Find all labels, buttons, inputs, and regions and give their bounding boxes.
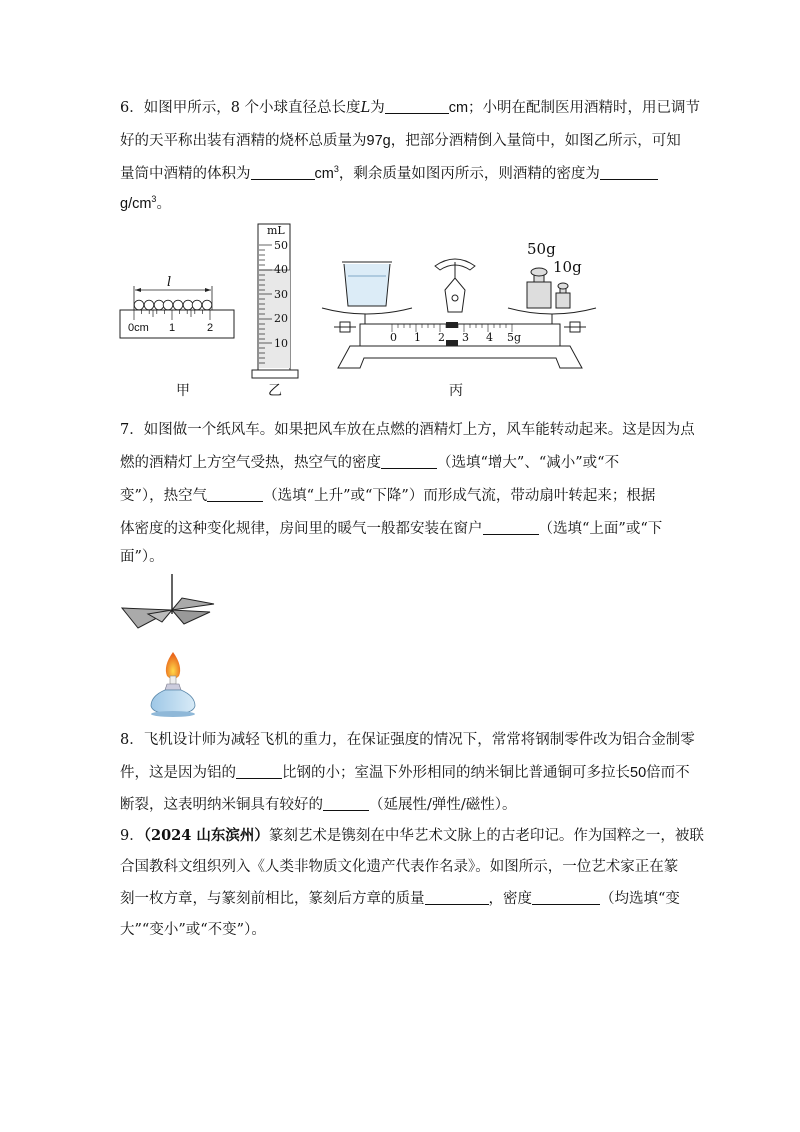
beam-label-0: 0 — [390, 331, 397, 344]
q7-text: 体密度的这种变化规律，房间里的暖气一般都安装在窗户 — [120, 521, 483, 537]
q7-text: 变”），热空气 — [120, 488, 208, 504]
q9-text: ，密度 — [488, 891, 532, 907]
q9-text: 篆刻艺术是镌刻在中华艺术文脉上的古老印记。作为国粹之一，被联 — [268, 828, 704, 844]
q7-line-2 — [120, 453, 619, 473]
q7-line-1: 7．如图做一个纸风车。如果把风车放在点燃的酒精灯上方，风车能转动起来。这是因为点 — [120, 422, 695, 438]
cylinder-tick-10: 10 — [274, 337, 288, 350]
q8-line-3 — [120, 795, 517, 815]
weight-50g-label: 50g — [527, 240, 556, 258]
q6-blank-volume[interactable] — [251, 165, 315, 180]
figure-jia-caption: 甲 — [176, 383, 190, 399]
q6-line-4 — [120, 194, 171, 214]
q6-variable-L: L — [360, 100, 371, 116]
ruler-label-1: 1 — [169, 322, 176, 334]
q7-line-3 — [120, 486, 655, 506]
q7-blank-motion[interactable] — [207, 487, 263, 502]
q9-line-1 — [120, 826, 704, 846]
q6-text: 量筒中酒精的体积为 — [120, 166, 251, 182]
cylinder-tick-30: 30 — [274, 288, 288, 301]
q6-line-1 — [120, 98, 700, 118]
beam-label-2: 2 — [438, 331, 445, 344]
q9-line-3 — [120, 889, 680, 909]
q6-unit-exp: 3 — [151, 194, 157, 204]
q6-text: 为 — [370, 100, 385, 116]
beam-label-3: 3 — [462, 331, 469, 344]
q6-text: ，剩余质量如图丙所示，则酒精的密度为 — [338, 166, 600, 182]
beam-label-1: 1 — [414, 331, 421, 344]
q8-text: 件，这是因为铝的 — [120, 765, 236, 781]
q7-text: （选填“上面”或“下 — [538, 521, 663, 537]
q8-text: 比钢的小；室温下外形相同的纳米铜比普通铜可多拉长 — [282, 765, 630, 781]
q9-text: （均选填“变 — [600, 891, 680, 907]
q9-blank-density[interactable] — [532, 890, 600, 905]
beam-label-4: 4 — [486, 331, 493, 344]
q9-text: 刻一枚方章，与篆刻前相比，篆刻后方章的质量 — [120, 891, 425, 907]
q7-line-5: 面”）。 — [120, 549, 164, 565]
q7-line-4 — [120, 519, 662, 539]
q6-line-2 — [120, 131, 681, 151]
q8-text: 倍而不 — [646, 765, 690, 781]
q8-line-2 — [120, 763, 690, 783]
q7-text: （选填“上升”或“下降”）而形成气流，带动扇叶转起来；根据 — [263, 488, 656, 504]
q6-text: 6．如图甲所示，8 个小球直径总长度 — [120, 100, 361, 116]
q6-unit-density: g/cm — [120, 196, 152, 212]
q8-text: （延展性/弹性/磁性）。 — [369, 797, 517, 813]
q6-text: 好的天平称出装有酒精的烧杯总质量为 — [120, 133, 367, 149]
q6-text: 。 — [156, 196, 171, 212]
q9-number: 9． — [120, 828, 144, 844]
q7-blank-density[interactable] — [381, 454, 437, 469]
q7-text: （选填“增大”、“减小”或“不 — [437, 455, 620, 471]
q6-blank-length[interactable] — [385, 99, 449, 114]
q6-blank-density[interactable] — [600, 165, 658, 180]
q9-source: （2024 山东滨州） — [143, 827, 269, 844]
q9-line-2: 合国教科文组织列入《人类非物质文化遗产代表作名录》。如图所示，一位艺术家正在篆 — [120, 859, 679, 875]
q8-line-1: 8．飞机设计师为减轻飞机的重力，在保证强度的情况下，常常将钢制零件改为铝合金制零 — [120, 732, 695, 748]
figure-bing-caption: 丙 — [449, 383, 463, 399]
q9-line-4: 大”“变小”或“不变”）。 — [120, 922, 266, 938]
q6-text: ；小明在配制医用酒精时，用已调节 — [468, 100, 701, 116]
weight-10g-label: 10g — [553, 258, 582, 276]
ruler-label-0: 0cm — [128, 322, 149, 334]
figure-jia-length-label: l — [167, 275, 172, 290]
q6-unit-exp: 3 — [333, 164, 339, 174]
q6-mass-value: 97g — [366, 133, 391, 149]
figure-yi-caption: 乙 — [268, 383, 282, 399]
q6-line-3 — [120, 164, 658, 184]
alcohol-lamp-figure — [145, 648, 205, 718]
q9-blank-mass[interactable] — [425, 890, 489, 905]
cylinder-tick-40: 40 — [274, 263, 288, 276]
q6-text: ，把部分酒精倒入量筒中，如图乙所示，可知 — [390, 133, 681, 149]
cylinder-tick-20: 20 — [274, 312, 288, 325]
q8-blank-property[interactable] — [323, 796, 369, 811]
pinwheel-figure — [118, 572, 218, 638]
q6-unit: cm — [314, 166, 334, 182]
q8-text: 断裂，这表明纳米铜具有较好的 — [120, 797, 323, 813]
q7-text: 燃的酒精灯上方空气受热，热空气的密度 — [120, 455, 381, 471]
cylinder-unit: mL — [267, 224, 285, 237]
ruler-label-2: 2 — [207, 322, 214, 334]
cylinder-tick-50: 50 — [274, 239, 288, 252]
q6-unit-cm: cm — [448, 100, 469, 116]
beam-label-5g: 5g — [507, 331, 522, 344]
q8-blank-density[interactable] — [236, 764, 282, 779]
q8-number: 50 — [630, 765, 647, 781]
q7-blank-position[interactable] — [483, 520, 539, 535]
